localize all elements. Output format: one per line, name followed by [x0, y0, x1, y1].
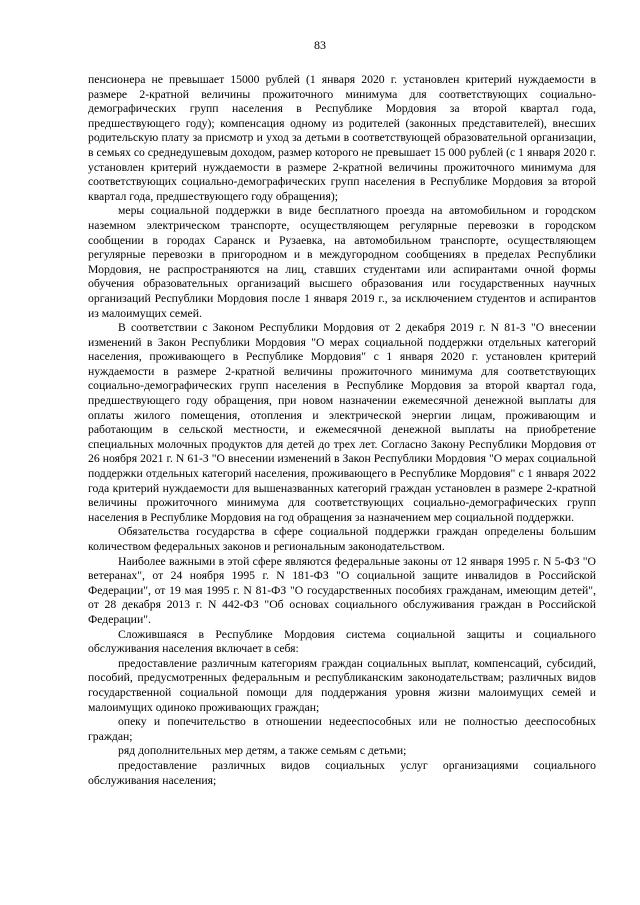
document-body	[88, 73, 596, 788]
list-item-social-services: предоставление различных видов социальных услуг организациями социального обслуживания населения;	[88, 758, 596, 787]
paragraph-free-transport-measures: меры социальной поддержки в виде бесплатного проезда на автомобильном и городском наземном электрическом транспорте, осуществляющем регулярные перевозки в городском сообщении в городах Саранск и Рузаевка, на автомобильном транспорте, осуществляющем регулярные перевозки в пригородном и в междугородном сообщениях в пределах Республики Мордовия, не распространяются на лиц, ставших студентами или аспирантами очной формы обучения образовательных организаций высшего образования или государственных научных организаций Республики Мордовия после 1 января 2019 г., за исключением студентов и аспирантов из малоимущих семей.	[88, 204, 596, 320]
paragraph-federal-laws: Наиболее важными в этой сфере являются федеральные законы от 12 января 1995 г. N 5-ФЗ "О ветеранах", от 24 ноября 1995 г. N 181-ФЗ "О социальной защите инвалидов в Российской Федерации", от 19 мая 1995 г. N 81-ФЗ "О государственных пособиях гражданам, имеющим детей", от 28 декабря 2013 г. N 442-ФЗ "Об основах социального обслуживания граждан в Российской Федерации".	[88, 554, 596, 626]
page-number: 83	[314, 38, 326, 52]
list-item-guardianship: опеку и попечительство в отношении недееспособных или не полностью дееспособных граждан;	[88, 715, 596, 743]
paragraph-system-includes: Сложившаяся в Республике Мордовия система социальной защиты и социального обслуживания населения включает в себя:	[88, 627, 596, 656]
paragraph-state-obligations: Обязательства государства в сфере социальной поддержки граждан определены большим количеством федеральных законов и региональным законодательством.	[88, 525, 596, 553]
list-item-social-payments: предоставление различным категориям граждан социальных выплат, компенсаций, субсидий, пособий, предусмотренных федеральным и республиканским законодательствам; различных видов государственной социальной помощи для поддержания уровня жизни малоимущих семей и малоимущих одиноко проживающих граждан;	[88, 656, 596, 714]
paragraph-law-81-z: В соответствии с Законом Республики Мордовия от 2 декабря 2019 г. N 81-З "О внесении изменений в Закон Республики Мордовия "О мерах социальной поддержки отдельных категорий населения, проживающего в Республике Мордовия" с 1 января 2020 г. установлен критерий нуждаемости в размере 2-кратной величины прожиточного минимума для соответствующих социально-демографических групп населения в Республике Мордовия за второй квартал года, предшествующего году обращения, при новом назначении ежемесячной денежной выплаты для оплаты жилого помещения, отопления и электрической энергии лицам, проживающим и работающим в сельской местности, и ежемесячной денежной выплаты на приобретение специальных молочных продуктов для детей до трех лет. Согласно Закону Республики Мордовия от 26 ноября 2021 г. N 61-З "О внесении изменений в Закон Республики Мордовия "О мерах социальной поддержки отдельных категорий населения, проживающего в Республике Мордовия" с 1 января 2022 года критерий нуждаемости для вышеназванных категорий граждан установлен в размере 2-кратной величины прожиточного минимума для соответствующих социально-демографических групп населения в Республике Мордовия на год обращения за назначением мер социальной поддержки.	[88, 321, 596, 524]
paragraph-pensioner-income-criteria: пенсионера не превышает 15000 рублей (1 января 2020 г. установлен критерий нуждаемости в размере 2-кратной величины прожиточного минимума для соответствующих социально-демографических групп населения в Республике Мордовия за второй квартал года, предшествующего году); компенсация одному из родителей (законных представителей), внесших родительскую плату за присмотр и уход за детьми в соответствующей образовательной организации, в семьях со среднедушевым доходом, размер которого не превышает 15 000 рублей (с 1 января 2020 г. установлен критерий нуждаемости в размере 2-кратной величины прожиточного минимума для соответствующих социально-демографических групп населения в Республике Мордовия за второй квартал года, предшествующего году обращения);	[88, 73, 596, 203]
list-item-children-measures: ряд дополнительных мер детям, а также семьям с детьми;	[118, 744, 407, 758]
